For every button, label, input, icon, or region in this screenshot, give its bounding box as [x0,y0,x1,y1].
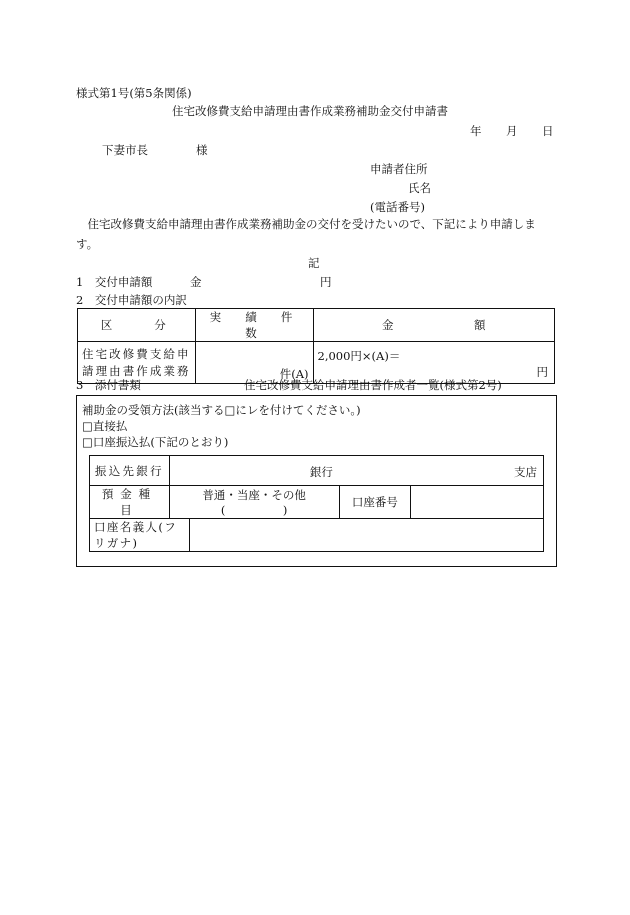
breakdown-table [77,308,555,384]
account-number-label: 口座番号 [339,486,411,519]
date-day: 日 [542,124,554,138]
bank-input-cell[interactable] [169,456,543,486]
bank-table [89,455,544,552]
row-formula: 2,000円×(A)＝ [317,349,401,363]
row-category: 住宅改修費支給申請理由書作成業務 [78,342,196,384]
header-count: 実 績 件 数 [195,309,313,342]
payment-instruction: 補助金の受領方法(該当する□にレを付けてください。) [82,403,361,417]
body-paragraph: 住宅改修費支給申請理由書作成業務補助金の交付を受けたいので、下記により申請します。 [76,217,536,251]
item1-prefix: 金 [190,275,202,289]
option-bank-transfer[interactable]: □口座振込払(下記のとおり) [82,435,229,449]
bank-suffix: 銀行 [309,465,333,479]
deposit-type-paren: ( ) [220,502,288,517]
header-category: 区 分 [78,309,196,342]
deposit-type-label: 預金種目 [90,486,170,519]
bank-row [90,456,544,486]
date-year: 年 [470,124,482,138]
applicant-address-label: 申請者住所 [370,162,428,176]
row-yen: 円 [536,365,548,379]
item3-label: 3 添付書類 [76,378,141,392]
addressee-honorific: 様 [196,143,208,157]
form-number: 様式第1号(第5条関係) [76,86,192,100]
applicant-phone-label: (電話番号) [370,200,425,214]
item2-label: 2 交付申請額の内訳 [76,293,187,307]
option-direct-payment[interactable]: □直接払 [82,419,128,433]
applicant-name-label: 氏名 [408,181,431,195]
deposit-row [90,486,544,519]
deposit-type-cell[interactable] [169,486,339,519]
branch-suffix: 支店 [514,465,537,479]
date-month: 月 [506,124,518,138]
addressee-name: 下妻市長 [102,143,148,157]
document-title: 住宅改修費支給申請理由書作成業務補助金交付申請書 [172,104,448,118]
item3-value: 住宅改修費支給申請理由書作成者一覧(様式第2号) [244,378,502,392]
account-holder-input[interactable] [189,519,543,552]
item1-unit: 円 [320,275,332,289]
deposit-type-options: 普通・当座・その他 [202,487,306,502]
account-number-input[interactable] [411,486,544,519]
account-holder-label: 口座名義人(フリガナ) [90,519,190,552]
header-amount: 金 額 [313,309,555,342]
bank-label: 振込先銀行 [90,456,170,486]
row-count-suffix: 件(A) [279,367,309,381]
holder-row [90,519,544,552]
breakdown-header-row [78,309,555,342]
ki-label: 記 [308,256,320,270]
item1-label: 1 交付申請額 [76,275,153,289]
